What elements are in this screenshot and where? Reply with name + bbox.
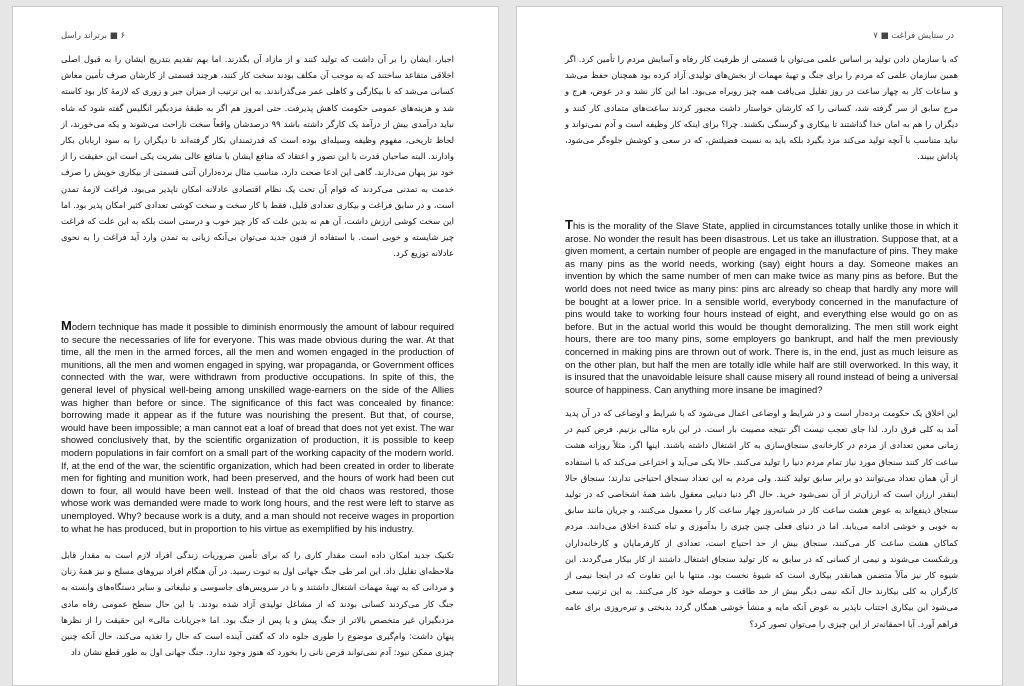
left-page xyxy=(12,6,499,686)
persian-paragraph: تکنیک جدید امکان داده است مقدار کاری را که برای تأمین ضروریات زندگی افراد لازم است به مقدار قابل ملاحظه‌ای تقلیل داد. این امر طی جنگ جهانی اول به ثبوت رسید. در آن هنگام افراد نیروهای مسلح و نیز همهٔ زنان و مردانی که به تهیهٔ مهمات اشتغال داشتند و یا در سرویس‌های جاسوسی و تبلیغاتی و سایر دستگاه‌های وابسته به جنگ کار می‌کردند کسانی بودند که از مشاغل تولیدی آزاد شده بودند. با این حال سطح عمومی رفاه مادی مزدبگیران غیر متخصص بالاتر از جنگ پیش و یا پس از جنگ بود. اما «جریانات مالی» این حقیقت را از نظرها پنهان داشت: وام‌گیری موضوع را طوری جلوه داد که گفتی آینده است که حال را تغذیه می‌کند، حال آنکه چنین چیزی ممکن نبود: آدم نمی‌تواند قرص نانی را بخورد که هنوز وجود ندارد. جنگ جهانی اول به طور قطع نشان داد xyxy=(61,550,454,658)
drop-cap: M xyxy=(61,318,72,333)
right-page xyxy=(516,6,1003,686)
drop-cap: T xyxy=(565,217,573,232)
english-paragraph xyxy=(565,219,958,396)
persian-paragraph: که با سازمان دادن تولید بر اساس علمی می‌توان با قسمتی از ظرفیت کار رفاه و آسایش مردم را تأمین کرد. اگر همین سازمان علمی که مردم را برای جنگ و تهیهٔ مهمات از بخش‌های تولیدی آزاد کرده بود همچنان حفظ می‌شد و ساعات کار به چهار ساعت در روز تقلیل می‌یافت همه چیز روبراه می‌بود. اما این کار نشد و در عوض، هرج و مرج سابق از سر گرفته شد، کسانی را که کارشان خواستار داشت مجبور کردند ساعت‌های متمادی کار کنند و دیگران را هم به امان خدا گذاشتند تا بیکاری و گرسنگی بکشند. چرا؟ برای اینکه کار وظیفه است و آدم نمی‌تواند و نباید متناسب با آنچه تولید می‌کند مزد بگیرد بلکه باید به نسبت فضیلتش، که در سعی و کوشش جلوه‌گر می‌شود، پاداش ببیند. xyxy=(565,54,958,162)
english-paragraph xyxy=(61,320,454,535)
page-header: در ستایش فراغت ■ ۷ xyxy=(873,31,954,41)
persian-paragraph: این اخلاق یک حکومت برده‌دار است و در شرایط و اوضاعی اعمال می‌شود که با شرایط و اوضاعی که در آن پدید آمد به کلی فرق دارد. لذا جای تعجب نیست اگر نتیجه مصیبت بار است. در این باره مثالی بزنیم. فرض کنیم در زمانی معین تعدادی از مردم در کارخانه‌ی سنجاق‌سازی به کار اشتغال داشته باشند. اینها اگر، مثلاً روزانه هشت ساعت کار کنند سنجاق مورد نیاز تمام مردم دنیا را تولید می‌کنند. حالا یکی می‌آید و اختراعی می‌کند که با استفاده از آن همان تعداد می‌توانند دو برابر سابق تولید کنند. ولی مردم به این تعداد سنجاق احتیاجی ندارند: سنجاق حالا اینقدر ارزان است که ارزان‌تر از آن نمی‌شود خرید. حال اگر دنیا دنیایی معقول باشد همهٔ اشخاصی که در تولید سنجاق ذینفع‌اند به عوض هشت ساعت کار در شبانه‌روز چهار ساعت کار را معمول می‌کنند، و جریان مانند سابق به خوبی و خوشی ادامه می‌یابد. اما در دنیای فعلی چنین چیزی را بدآموزی و تباه کنندهٔ اخلاق می‌دانند. مردم کماکان هشت ساعت کار می‌کنند، سنجاق بیش از حد احتیاج است، تعدادی از کارفرمایان و کارخانه‌داران ورشکست می‌شوند و نیمی از کسانی که در سابق به کار تولید سنجاق اشتغال داشتند از کار بیکار می‌گردند. این شیوه کار نیز مآلاً متضمن همانقدر بیکاری است که شیوهٔ نخست بود، منتها با این تفاوت که در اینجا نیمی از کارگران به کلی بیکارند حال آنکه نیمی دیگر بیش از حد طاقت و حوصله خود کار می‌کنند. به این ترتیب سعی می‌شود این بیکاری اجتناب ناپذیر به عوض آنکه مایه و منشأ خوشی همگان گردد بدبختی و تیره‌روزی برای عامه فراهم آورد. آیا احمقانه‌تر از این چیزی را می‌توان تصور کرد؟ xyxy=(565,408,958,629)
persian-paragraph: اجبار، ایشان را بر آن داشت که تولید کنند و از مازاد آن بگذرند. اما بهم تقدیم بتدریج ایشان را به قبول اصلی اخلاقی متقاعد ساختند که به موجب آن مکلف بودند سخت کار کنند، هرچند قسمتی از کارشان صرف تأمین معاش کسانی می‌شد که با بیکارگی و کاهلی عمر می‌گذراندند. به این ترتیب از میزان جبر و زوری که لازمهٔ کار بود کاسته شد و هزینه‌های عمومی حکومت کاهش پذیرفت. حتی امروز هم اگر به طبقهٔ مزدبگیر انگلیس گفته شود که شاه نباید درآمدی بیش از درآمد یک کارگر داشته باشد ۹۹ درصدشان واقعاً سخت ناراحت می‌شوند و یکه می‌خورند، از لحاظ تاریخی، مفهوم وظیفه وسیله‌ای بوده است که قدرتمندان بکار گرفته‌اند تا دیگران را به سود اربابان بکار وادارند. البته صاحبان قدرت با این تصور و اعتقاد که منافع ایشان با منافع عالی بشریت یکی است این حقیقت را از خود نیز پنهان می‌دارند. گاهی این ادعا صحت دارد، مناسب مثال برده‌داران آتنی قسمتی از بیکاری خویش را صرف خدمت به تمدنی می‌کردند که قوام آن تحت یک نظام اقتصادی عادلانه امکان ناپذیر می‌بود. فراغت لازمهٔ تمدن است، و در سابق فراغت و بیکاری تعدادی قلیل، فقط با کار سخت و سخت کوشی تعدادی کثیر امکان پذیر بود. اما این سخت کوشی ارزش داشت، آن هم نه بدین علت که کار چیز خوب و درستی است بلکه به این علت که فراغت چیز شایسته و خوبی است. با استفاده از فنون جدید می‌توان بی‌آنکه زیانی به تمدن وارد آید فراغت را به نحوی عادلانه توزیع کرد. xyxy=(61,54,454,259)
page-header: ۶ ■ برتراند راسل xyxy=(61,31,126,41)
english-paragraph-text: odern technique has made it possible to diminish enormously the amount of labour required to secure the necessaries of life for everyone. This was made obvious during the war. At that time, all the men in the armed forces, all the men and women engaged in the production of munitions, all the men and women engaged in spying, war propaganda, or Government offices connected with the war, were withdrawn from productive occupations. In spite of this, the general level of physical well-being among unskilled wage-earners on the side of the Allies was higher than before or since. The significance of this fact was concealed by finance: borrowing made it appear as if the future was nourishing the present. But that, of course, would have been impossible; a man cannot eat a loaf of bread that does not yet exist. The war showed conclusively that, by the scientific organization of production, it is possible to keep modern populations in fair comfort on a small part of the working capacity of the modern world. If, at the end of the war, the scientific organization, which had been created in order to liberate men for fighting and munition work, had been preserved, and the hours of work had been cut down to four, all would have been well. Instead of that the old chaos was restored, those whose work was demanded were made to work long hours, and the rest were left to starve as unemployed. Why? because work is a duty, and a man should not receive wages in proportion to what he has produced, but in proportion to his virtue as exemplified by his industry. xyxy=(61,321,454,534)
english-paragraph-text: his is the morality of the Slave State, applied in circumstances totally unlike those in which it arose. No wonder the result has been disastrous. Let us take an illustration. Suppose that, at a given moment, a certain number of people are engaged in the manufacture of pins. They make as many pins as the world needs, working (say) eight hours a day. Someone makes an invention by which the same number of men can make twice as many pins as before. But the world does not need twice as many pins: pins arc already so cheap that hardly any more will be bought at a lower price. In a sensible world, everybody concerned in the manufacture of pins would take to working four hours instead of eight, and everything else would go on as before. But in the actual world this would be thought demoralizing. The men still work eight hours, there are too many pins, some employers go bankrupt, and half the men previously concerned in making pins are thrown out of work. There is, in the end, just as much leisure as on the other plan, but half the men are totally idle while half are still overworked. In this way, it is insured that the unavoidable leisure shall cause misery all round instead of being a universal source of happiness. Can anything more insane be imagined? xyxy=(565,220,958,395)
